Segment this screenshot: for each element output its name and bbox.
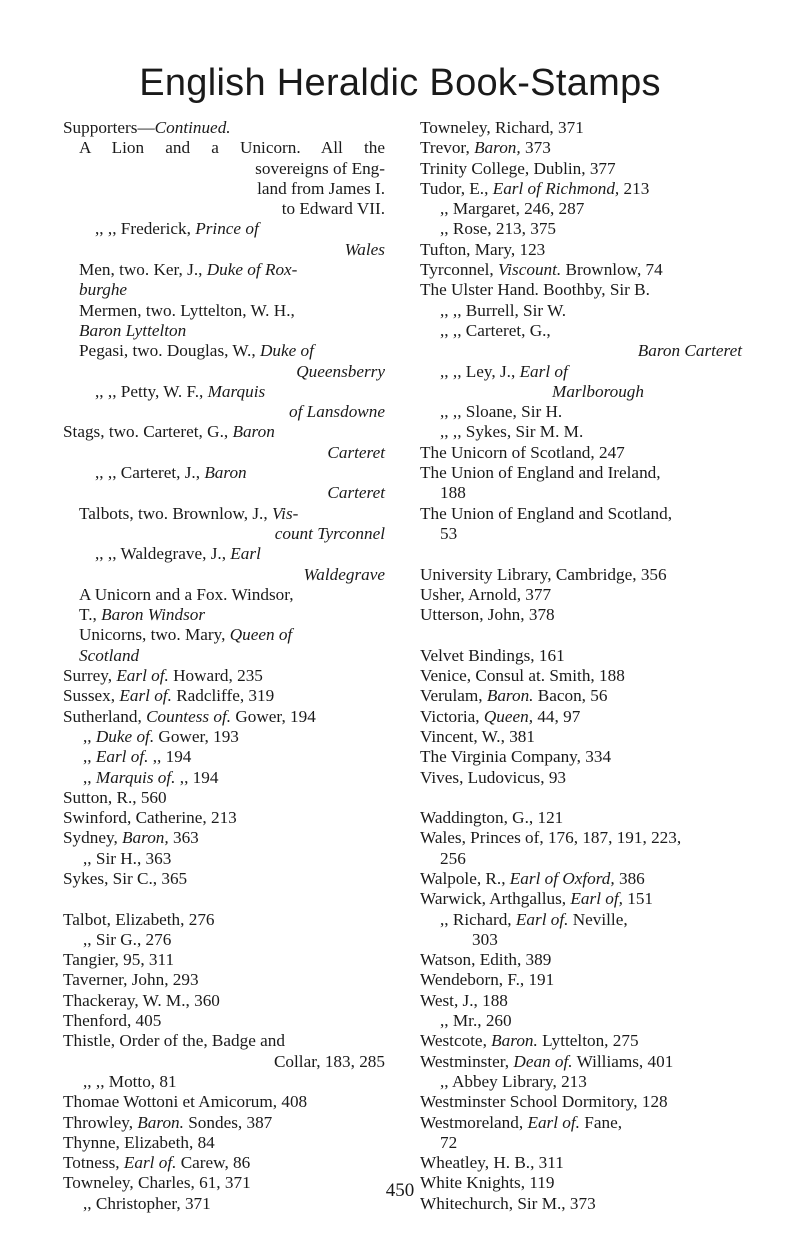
entry-text: Westminster,: [420, 1051, 514, 1071]
entry-text: ,, Abbey Library, 213: [440, 1071, 587, 1091]
entry-reference: Carew, 86: [176, 1153, 251, 1173]
entry-title-italic: Earl of.: [116, 666, 169, 686]
entry-reference: Howard, 235: [168, 666, 263, 686]
entry-title-italic: Earl of.: [123, 1153, 177, 1173]
entry-text: ,,: [83, 747, 96, 767]
index-entry: [63, 849, 385, 869]
index-entry: [63, 219, 385, 239]
index-entry: [420, 240, 742, 260]
entry-title-italic: Duke of.: [95, 726, 155, 746]
page-title: English Heraldic Book-Stamps: [139, 62, 661, 104]
entry-text: Victoria,: [420, 706, 484, 726]
entry-text: Talbot, Elizabeth, 276: [63, 909, 215, 929]
entry-text: Sussex,: [63, 686, 120, 706]
entry-title-italic: Marquis of.: [95, 767, 176, 787]
index-entry: [420, 159, 742, 179]
section-gap: [420, 788, 742, 808]
index-entry: [63, 362, 385, 382]
index-entry: [420, 849, 742, 869]
entry-text: Mermen, two. Lyttelton, W. H.,: [79, 300, 295, 320]
entry-reference: Lyttelton, 275: [537, 1031, 639, 1051]
entry-text: Verulam,: [420, 686, 487, 706]
index-entry: [420, 1031, 742, 1051]
entry-title-italic: Marquis: [207, 381, 266, 401]
entry-title-italic: Continued.: [154, 118, 231, 137]
entry-title-italic: Queen of: [229, 625, 293, 645]
entry-text: ,, Sir H., 363: [83, 848, 172, 868]
entry-reference: Williams, 401: [572, 1051, 674, 1071]
entry-reference: Gower, 193: [154, 726, 239, 746]
entry-text: Swinford, Catherine, 213: [63, 808, 237, 828]
index-entry: [420, 301, 742, 321]
entry-text: ,, Richard,: [440, 909, 516, 929]
index-entry: [63, 768, 385, 788]
index-entry: [63, 321, 385, 341]
index-entry: [420, 280, 742, 300]
entry-title-italic: Baron Lyttelton: [79, 320, 187, 340]
index-entry: [420, 869, 742, 889]
entry-text: ,, Sir G., 276: [83, 929, 172, 949]
entry-text: Thistle, Order of the, Badge and: [63, 1031, 285, 1051]
entry-text: The Virginia Company, 334: [420, 747, 612, 767]
entry-title-italic: Baron: [204, 463, 247, 483]
entry-reference: ,, 194: [148, 747, 192, 767]
entry-reference: 213: [619, 178, 650, 198]
entry-title-italic: Baron.: [491, 1031, 538, 1051]
index-entry: [63, 159, 385, 179]
entry-title-italic: Prince of: [195, 219, 259, 239]
index-entry: [420, 219, 742, 239]
index-entry: [63, 1092, 385, 1112]
entry-text: White Knights, 119: [420, 1173, 555, 1193]
entry-text: Wales, Princes of, 176, 187, 191, 223,: [420, 828, 682, 848]
entry-text: Unicorns, two. Mary,: [79, 625, 230, 645]
entry-text: Waddington, G., 121: [420, 808, 564, 828]
index-entry: [420, 524, 742, 544]
entry-text: Supporters—: [63, 118, 155, 137]
index-entry: [63, 118, 385, 138]
section-gap: [420, 625, 742, 645]
index-entry: [420, 1092, 742, 1112]
index-entry: [420, 179, 742, 199]
entry-text: ,, ,, Frederick,: [95, 219, 196, 239]
entry-text: Tudor, E.,: [420, 178, 493, 198]
entry-text: Talbots, two. Brownlow, J.,: [79, 503, 272, 523]
entry-title-italic: Carteret: [327, 483, 385, 503]
entry-text: to Edward VII.: [281, 199, 385, 219]
index-entry: [63, 950, 385, 970]
index-entry: [63, 1072, 385, 1092]
entry-text: Vincent, W., 381: [420, 726, 535, 746]
entry-title-italic: Carteret: [327, 442, 385, 462]
index-entry: [63, 910, 385, 930]
index-entry: [420, 727, 742, 747]
index-entry: [420, 666, 742, 686]
entry-text: Wendeborn, F., 191: [420, 970, 555, 990]
index-entry: [63, 585, 385, 605]
entry-text: Westmoreland,: [420, 1112, 528, 1132]
index-entry: [63, 605, 385, 625]
index-entry: [63, 1113, 385, 1133]
index-entry: [420, 707, 742, 727]
entry-title-italic: Earl: [230, 544, 261, 564]
entry-text: ,, Margaret, 246, 287: [440, 199, 585, 219]
index-entry: [63, 382, 385, 402]
entry-title-italic: Countess of.: [146, 706, 232, 726]
entry-text: Trevor,: [420, 138, 475, 158]
entry-text: ,, ,, Carteret, J.,: [95, 463, 205, 483]
index-entry: [420, 970, 742, 990]
index-entry: [420, 362, 742, 382]
index-entry: [420, 138, 742, 158]
entry-title-italic: Duke of Rox-: [206, 260, 298, 280]
entry-text: University Library, Cambridge, 356: [420, 564, 667, 584]
index-entry: [420, 463, 742, 483]
index-entry: [63, 443, 385, 463]
entry-text: Wheatley, H. B., 311: [420, 1153, 564, 1173]
entry-text: Thenford, 405: [63, 1011, 162, 1031]
entry-text: A Lion and a Unicorn. All the: [79, 138, 385, 158]
index-entry: [63, 1031, 385, 1051]
index-entry: [63, 930, 385, 950]
index-column-right: [420, 118, 742, 1214]
entry-text: Watson, Edith, 389: [420, 950, 552, 970]
index-entry: [420, 341, 742, 361]
entry-title-italic: Dean of.: [513, 1051, 573, 1071]
entry-reference: 373: [520, 138, 551, 158]
entry-text: ,,: [83, 767, 96, 787]
entry-text: ,, ,, Petty, W. F.,: [95, 381, 208, 401]
index-entry: [420, 483, 742, 503]
entry-text: Westcote,: [420, 1031, 492, 1051]
entry-reference: Sondes, 387: [183, 1112, 273, 1132]
entry-text: Whitechurch, Sir M., 373: [420, 1193, 596, 1213]
entry-text: Pegasi, two. Douglas, W.,: [79, 341, 260, 361]
index-entry: [420, 1052, 742, 1072]
entry-reference: 386: [614, 868, 645, 888]
entry-text: Thackeray, W. M., 360: [63, 990, 220, 1010]
entry-reference: Gower, 194: [231, 706, 316, 726]
entry-text: ,, Christopher, 371: [83, 1193, 211, 1213]
entry-title-italic: Viscount.: [498, 260, 562, 280]
entry-text: Surrey,: [63, 666, 117, 686]
entry-text: Tufton, Mary, 123: [420, 239, 546, 259]
entry-text: 188: [440, 483, 466, 503]
entry-text: ,, ,, Waldegrave, J.,: [95, 544, 231, 564]
index-entry: [63, 138, 385, 158]
entry-text: Tangier, 95, 311: [63, 950, 175, 970]
entry-title-italic: burghe: [79, 280, 128, 300]
entry-title-italic: Earl of Richmond,: [492, 178, 620, 198]
entry-text: A Unicorn and a Fox. Windsor,: [79, 584, 294, 604]
entry-text: Westminster School Dormitory, 128: [420, 1092, 668, 1112]
index-entry: [63, 727, 385, 747]
entry-title-italic: Baron.: [137, 1112, 184, 1132]
entry-text: Venice, Consul at. Smith, 188: [420, 666, 625, 686]
entry-title-italic: count Tyrconnel: [274, 523, 385, 543]
index-entry: [420, 605, 742, 625]
entry-text: West, J., 188: [420, 990, 508, 1010]
entry-text: Towneley, Richard, 371: [420, 118, 584, 137]
index-entry: [420, 199, 742, 219]
index-entry: [63, 788, 385, 808]
index-entry: [63, 341, 385, 361]
index-entry: [63, 1011, 385, 1031]
index-entry: [420, 1113, 742, 1133]
index-entry: [420, 930, 742, 950]
index-entry: [420, 950, 742, 970]
index-entry: [420, 1133, 742, 1153]
entry-title-italic: Vis-: [271, 503, 299, 523]
index-entry: [63, 808, 385, 828]
entry-title-italic: Earl of: [519, 361, 568, 381]
index-entry: [420, 747, 742, 767]
entry-text: 53: [440, 523, 458, 543]
entry-reference: ,, 194: [175, 767, 219, 787]
index-entry: [63, 483, 385, 503]
index-entry: [63, 422, 385, 442]
entry-text: Totness,: [63, 1153, 124, 1173]
entry-title-italic: Queen,: [483, 706, 534, 726]
index-entry: [63, 544, 385, 564]
index-entry: [63, 970, 385, 990]
index-entry: [420, 686, 742, 706]
entry-text: 256: [440, 848, 466, 868]
index-entry: [420, 1153, 742, 1173]
entry-text: land from James I.: [257, 178, 385, 198]
index-entry: [63, 565, 385, 585]
entry-text: Stags, two. Carteret, G.,: [63, 422, 233, 442]
entry-text: Tyrconnel,: [420, 260, 499, 280]
index-entry: [63, 707, 385, 727]
entry-title-italic: Earl of,: [570, 889, 623, 909]
entry-title-italic: Earl of Oxford,: [509, 868, 615, 888]
entry-title-italic: Baron: [232, 422, 275, 442]
entry-text: Sutton, R., 560: [63, 787, 167, 807]
index-entry: [420, 808, 742, 828]
entry-text: The Ulster Hand. Boothby, Sir B.: [420, 280, 650, 300]
index-entry: [420, 422, 742, 442]
index-entry: [420, 585, 742, 605]
index-entry: [420, 828, 742, 848]
entry-text: ,, Rose, 213, 375: [440, 219, 557, 239]
index-entry: [63, 646, 385, 666]
entry-title-italic: Wales: [344, 239, 385, 259]
entry-text: Sutherland,: [63, 706, 147, 726]
index-entry: [420, 768, 742, 788]
entry-text: 303: [472, 929, 498, 949]
entry-text: Men, two. Ker, J.,: [79, 260, 207, 280]
entry-text: ,,: [83, 726, 96, 746]
index-entry: [63, 666, 385, 686]
index-entry: [63, 402, 385, 422]
index-entry: [420, 646, 742, 666]
index-entry: [63, 1153, 385, 1173]
entry-text: Vives, Ludovicus, 93: [420, 767, 567, 787]
index-entry: [420, 991, 742, 1011]
entry-text: Thynne, Elizabeth, 84: [63, 1132, 215, 1152]
entry-title-italic: Baron.: [486, 686, 534, 706]
index-entry: [63, 280, 385, 300]
entry-text: ,, ,, Burrell, Sir W.: [440, 300, 567, 320]
entry-text: Warwick, Arthgallus,: [420, 889, 571, 909]
index-entry: [63, 260, 385, 280]
entry-text: Walpole, R.,: [420, 868, 510, 888]
index-entry: [63, 504, 385, 524]
section-gap: [420, 544, 742, 564]
entry-text: Trinity College, Dublin, 377: [420, 158, 616, 178]
index-entry: [63, 524, 385, 544]
entry-text: T.,: [79, 605, 102, 625]
entry-reference: Fane,: [579, 1112, 622, 1132]
index-entry: [63, 1052, 385, 1072]
index-entry: [63, 301, 385, 321]
index-entry: [63, 625, 385, 645]
page-number: 450: [385, 1180, 415, 1201]
entry-reference: 44, 97: [533, 706, 581, 726]
entry-title-italic: Earl of.: [515, 909, 569, 929]
entry-title-italic: Earl of.: [95, 747, 149, 767]
entry-text: The Unicorn of Scotland, 247: [420, 442, 625, 462]
index-entry: [420, 321, 742, 341]
entry-text: Throwley,: [63, 1112, 138, 1132]
entry-text: Utterson, John, 378: [420, 605, 555, 625]
index-entry: [420, 504, 742, 524]
entry-text: ,, ,, Carteret, G.,: [440, 320, 551, 340]
entry-title-italic: Baron,: [474, 138, 521, 158]
index-entry: [420, 889, 742, 909]
entry-title-italic: Baron Carteret: [637, 341, 742, 361]
entry-text: ,, ,, Sykes, Sir M. M.: [440, 422, 584, 442]
index-entry: [63, 747, 385, 767]
index-entry: [420, 118, 742, 138]
entry-text: ,, ,, Motto, 81: [83, 1071, 177, 1091]
entry-reference: 151: [622, 889, 654, 909]
entry-text: ,, ,, Sloane, Sir H.: [440, 402, 563, 422]
entry-text: The Union of England and Ireland,: [420, 463, 661, 483]
entry-title-italic: of Lansdowne: [289, 402, 385, 422]
entry-title-italic: Waldegrave: [303, 564, 385, 584]
index-entry: [420, 260, 742, 280]
index-column-left: [63, 118, 385, 1214]
entry-text: ,, Mr., 260: [440, 1011, 512, 1031]
index-entry: [63, 179, 385, 199]
entry-text: sovereigns of Eng-: [255, 158, 385, 178]
entry-text: Taverner, John, 293: [63, 970, 199, 990]
index-entry: [420, 910, 742, 930]
entry-text: Velvet Bindings, 161: [420, 645, 565, 665]
index-entry: [63, 199, 385, 219]
entry-text: Usher, Arnold, 377: [420, 584, 552, 604]
entry-text: ,, ,, Ley, J.,: [440, 361, 520, 381]
entry-text: Thomae Wottoni et Amicorum, 408: [63, 1092, 308, 1112]
index-entry: [420, 382, 742, 402]
entry-text: Towneley, Charles, 61, 371: [63, 1173, 251, 1193]
entry-reference: Brownlow, 74: [561, 260, 663, 280]
entry-text: The Union of England and Scotland,: [420, 503, 673, 523]
index-entry: [63, 991, 385, 1011]
entry-title-italic: Duke of: [259, 341, 314, 361]
index-entry: [63, 240, 385, 260]
entry-title-italic: Marlborough: [552, 381, 644, 401]
index-entry: [420, 1011, 742, 1031]
entry-text: 72: [440, 1132, 458, 1152]
index-entry: [420, 402, 742, 422]
index-entry: [63, 463, 385, 483]
entry-title-italic: Queensberry: [296, 361, 385, 381]
index-entry: [420, 565, 742, 585]
entry-text: Collar, 183, 285: [273, 1051, 385, 1071]
index-entry: [420, 1072, 742, 1092]
entry-text: Sydney,: [63, 828, 123, 848]
entry-title-italic: Scotland: [79, 645, 140, 665]
entry-title-italic: Baron Windsor: [101, 605, 206, 625]
index-entry: [63, 686, 385, 706]
index-entry: [63, 828, 385, 848]
entry-reference: Neville,: [568, 909, 628, 929]
entry-reference: Radcliffe, 319: [171, 686, 275, 706]
section-gap: [63, 889, 385, 909]
entry-reference: Bacon, 56: [533, 686, 608, 706]
index-entry: [420, 443, 742, 463]
index-entry: [63, 869, 385, 889]
index-entry: [63, 1133, 385, 1153]
entry-title-italic: Baron,: [122, 828, 169, 848]
entry-title-italic: Earl of.: [527, 1112, 580, 1132]
entry-title-italic: Earl of.: [119, 686, 172, 706]
entry-reference: 363: [168, 828, 199, 848]
entry-text: Sykes, Sir C., 365: [63, 868, 188, 888]
